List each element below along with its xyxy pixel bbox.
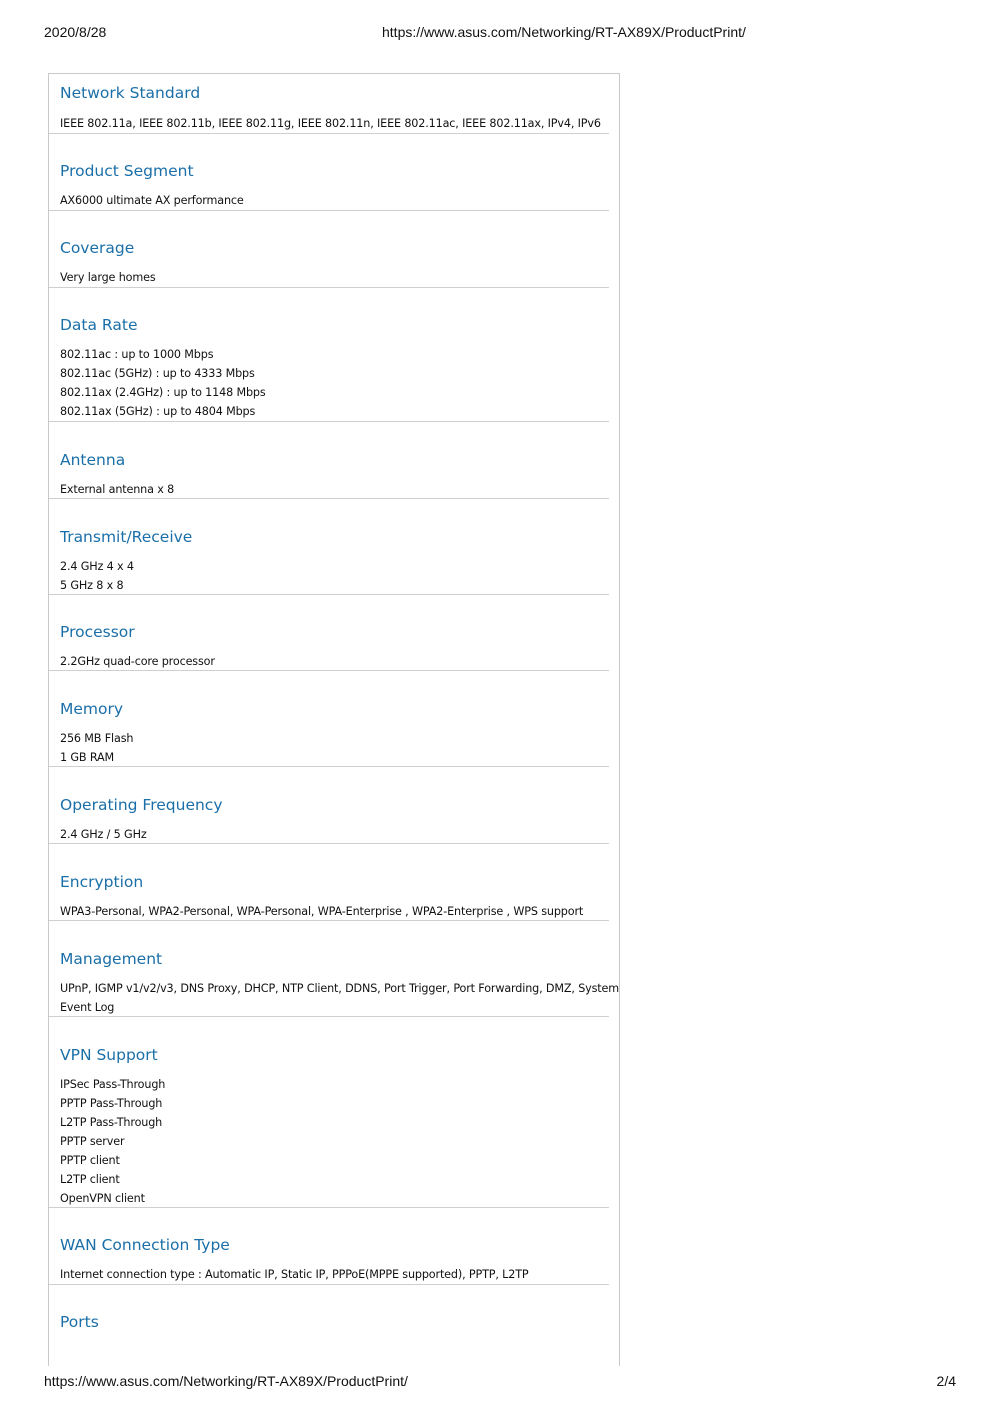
spec-value-line: 256 MB Flash bbox=[60, 732, 134, 745]
spec-value-line: PPTP server bbox=[60, 1135, 125, 1148]
print-header-url: https://www.asus.com/Networking/RT-AX89X/ProductPrint/ bbox=[382, 24, 746, 40]
spec-value-line: UPnP, IGMP v1/v2/v3, DNS Proxy, DHCP, NTP Client, DDNS, Port Trigger, Port Forwarding, DMZ, System bbox=[60, 982, 620, 995]
spec-divider bbox=[49, 920, 609, 921]
spec-title: VPN Support bbox=[60, 1046, 158, 1064]
spec-value-line: PPTP Pass-Through bbox=[60, 1097, 163, 1110]
spec-value-line: AX6000 ultimate AX performance bbox=[60, 194, 244, 207]
spec-value-line: Internet connection type : Automatic IP, Static IP, PPPoE(MPPE supported), PPTP, L2TP bbox=[60, 1268, 529, 1281]
spec-value-line: Very large homes bbox=[60, 271, 156, 284]
page-number: 2/4 bbox=[936, 1373, 956, 1389]
spec-divider bbox=[49, 210, 609, 211]
spec-value-line: 802.11ax (2.4GHz) : up to 1148 Mbps bbox=[60, 386, 266, 399]
spec-divider bbox=[49, 133, 609, 134]
spec-value-line: External antenna x 8 bbox=[60, 483, 175, 496]
spec-title: Ports bbox=[60, 1313, 99, 1331]
spec-value-line: 2.2GHz quad-core processor bbox=[60, 655, 215, 668]
spec-title: Product Segment bbox=[60, 162, 194, 180]
spec-title: Encryption bbox=[60, 873, 144, 891]
print-date: 2020/8/28 bbox=[44, 24, 107, 40]
spec-value-line: WPA3-Personal, WPA2-Personal, WPA-Personal, WPA-Enterprise , WPA2-Enterprise , WPS support bbox=[60, 905, 584, 918]
spec-title: Coverage bbox=[60, 239, 135, 257]
spec-title: Memory bbox=[60, 700, 124, 718]
spec-value-line: IPSec Pass-Through bbox=[60, 1078, 166, 1091]
spec-value-line: OpenVPN client bbox=[60, 1192, 145, 1205]
spec-value-line: L2TP client bbox=[60, 1173, 120, 1186]
spec-divider bbox=[49, 421, 609, 422]
spec-value-line: 2.4 GHz 4 x 4 bbox=[60, 560, 134, 573]
spec-divider bbox=[49, 498, 609, 499]
spec-divider bbox=[49, 766, 609, 767]
spec-divider bbox=[49, 1207, 609, 1208]
spec-value-line: 1 GB RAM bbox=[60, 751, 114, 764]
spec-value-line: 802.11ac : up to 1000 Mbps bbox=[60, 348, 214, 361]
spec-value-line: L2TP Pass-Through bbox=[60, 1116, 163, 1129]
spec-title: Network Standard bbox=[60, 84, 201, 102]
spec-divider bbox=[49, 594, 609, 595]
spec-divider bbox=[49, 287, 609, 288]
spec-title: Antenna bbox=[60, 451, 126, 469]
spec-title: Data Rate bbox=[60, 316, 138, 334]
spec-divider bbox=[49, 843, 609, 844]
spec-value-line: IEEE 802.11a, IEEE 802.11b, IEEE 802.11g, IEEE 802.11n, IEEE 802.11ac, IEEE 802.11ax, IPv4, IPv6 bbox=[60, 117, 601, 130]
spec-divider bbox=[49, 1284, 609, 1285]
spec-title: WAN Connection Type bbox=[60, 1236, 230, 1254]
specification-panel bbox=[48, 73, 620, 1366]
spec-value-line: Event Log bbox=[60, 1001, 115, 1014]
spec-divider bbox=[49, 670, 609, 671]
spec-value-line: 2.4 GHz / 5 GHz bbox=[60, 828, 147, 841]
spec-divider bbox=[49, 1016, 609, 1017]
spec-title: Processor bbox=[60, 623, 135, 641]
spec-title: Operating Frequency bbox=[60, 796, 223, 814]
spec-value-line: 5 GHz 8 x 8 bbox=[60, 579, 124, 592]
spec-value-line: 802.11ac (5GHz) : up to 4333 Mbps bbox=[60, 367, 255, 380]
spec-value-line: 802.11ax (5GHz) : up to 4804 Mbps bbox=[60, 405, 256, 418]
spec-title: Management bbox=[60, 950, 163, 968]
spec-title: Transmit/Receive bbox=[60, 528, 193, 546]
print-footer-url: https://www.asus.com/Networking/RT-AX89X/ProductPrint/ bbox=[44, 1373, 408, 1389]
spec-value-line: PPTP client bbox=[60, 1154, 120, 1167]
